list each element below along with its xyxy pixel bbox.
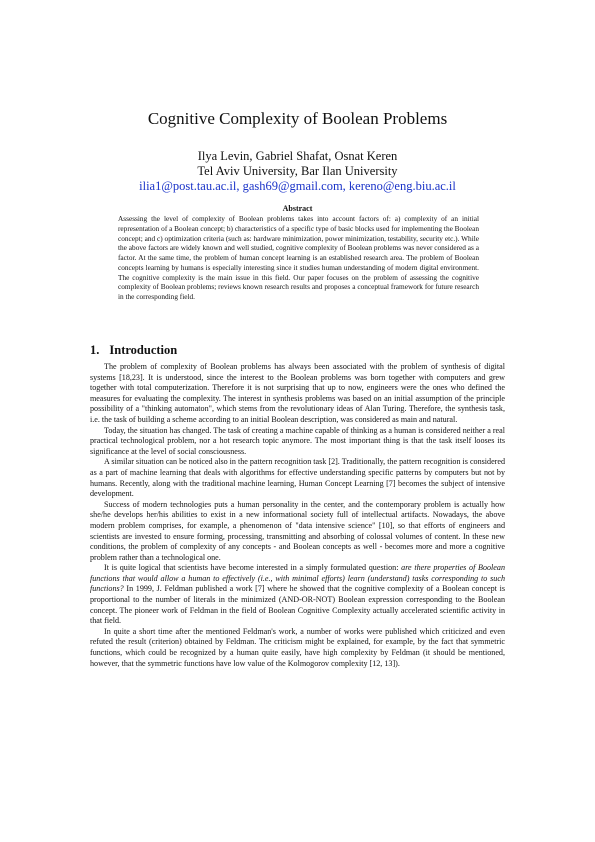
paper-title: Cognitive Complexity of Boolean Problems <box>147 109 448 128</box>
abstract-text: Assessing the level of complexity of Boolean problems takes into account factors of: a) complexity of an initial representation of a Boolean concept; b) characteristics of a specific type of basic blocks used for implementing the Boolean concept; and c) optimization criteria (such as: hardware minimization, power minimization, testability, security etc.). While the above factors are widely known and well studied, cognitive complexity of Boolean problems was never considered as a factor. At the same time, the problem of human concept learning is an established research area. The problem of Boolean concepts learning by humans is especially interesting since it studies human understanding of modern digital environment. The cognitive complexity is the main issue in this field. Our paper focuses on the problem of assessing the cognitive complexity of Boolean problems; reviews known research results and proposes a conceptual framework for future research in the corresponding field. <box>118 214 479 301</box>
section-heading <box>90 342 177 358</box>
paragraph: A similar situation can be noticed also in the pattern recognition task [2]. Traditionally, the pattern recognition is considered as a part of machine learning that deals with algorithms for effective understanding specific patterns by computers but not by humans. Recently, along with the traditional machine learning, Human Concept Learning [7] becomes the subject of intensive development. <box>90 457 505 499</box>
body-text <box>90 362 505 669</box>
paragraph-text: It is quite logical that scientists have become interested in a simply formulated question: <box>104 563 402 573</box>
paragraph-text: In 1999, J. Feldman published a work [7] where he showed that the cognitive complexity of a Boolean concept is proportional to the number of literals in the minimized (AND-OR-NOT) Boolean expression corresponding to the Boolean concept. The pioneer work of Feldman in the field of Boolean Cognitive Complexity actually accelerated scientific activity in that field. <box>90 584 505 626</box>
section-title: Introduction <box>109 343 178 357</box>
paragraph: The problem of complexity of Boolean problems has always been associated with the problem of synthesis of digital systems [18,23]. It is understood, since the interest to the Boolean problems was born together with computers and grew together with total computerization. Therefore it is not surprising that up to now, engineers were the ones who defined the measures for evaluating the complexity. The interest in synthesis problems was based on an initial assumption of the principle possibility of a "thinking automaton", which stems from the revolutionary ideas of Alan Turing. Therefore, the synthesis task, i.e. the task of building a scheme according to an initial Boolean description, was considered as main and natural. <box>90 362 505 424</box>
author-block <box>0 149 595 194</box>
author-affiliation: Tel Aviv University, Bar Ilan University <box>197 164 398 178</box>
paragraph: In quite a short time after the mentioned Feldman's work, a number of works were published which criticized and even refuted the result (criterion) obtained by Feldman. The criticism might be explained, for example, by the fact that symmetric functions, which could be recognized by a human quite easily, have high complexity by Feldman (it should be mentioned, however, that the symmetric functions have low value of the Kolmogorov complexity [12, 13]). <box>90 626 505 668</box>
paragraph <box>90 563 505 627</box>
paragraph-italic-question: are there properties of Boolean functions that would allow a human to effectively (i.e., with minimal efforts) learn (understand) tasks corresponding to such functions? <box>90 563 505 594</box>
author-emails[interactable]: ilia1@post.tau.ac.il, gash69@gmail.com, kereno@eng.biu.ac.il <box>139 179 456 193</box>
abstract-heading: Abstract <box>282 204 313 213</box>
author-names: Ilya Levin, Gabriel Shafat, Osnat Keren <box>197 149 398 163</box>
paragraph: Success of modern technologies puts a human personality in the center, and the contemporary problem is actually how she/he develops her/his abilities to exist in a new informational society full of intellectual artifacts. Nowadays, the above modern problem comprises, for example, a phenomenon of "data intensive science" [10], so that efforts of engineers and scientists are invested to ensure forming, processing, transmitting and absorbing of colossal volumes of content. In these new conditions, the problem of complexity of any concepts - and Boolean concepts as well - becomes more and more a cognitive problem rather than a technological one. <box>90 499 505 562</box>
paragraph: Today, the situation has changed. The task of creating a machine capable of thinking as a human is considered neither a real practical technological problem, nor a hot research topic anymore. The most important thing is that the task itself looses its significance at the level of social consciousness. <box>90 425 505 456</box>
section-number: 1. <box>90 343 100 357</box>
